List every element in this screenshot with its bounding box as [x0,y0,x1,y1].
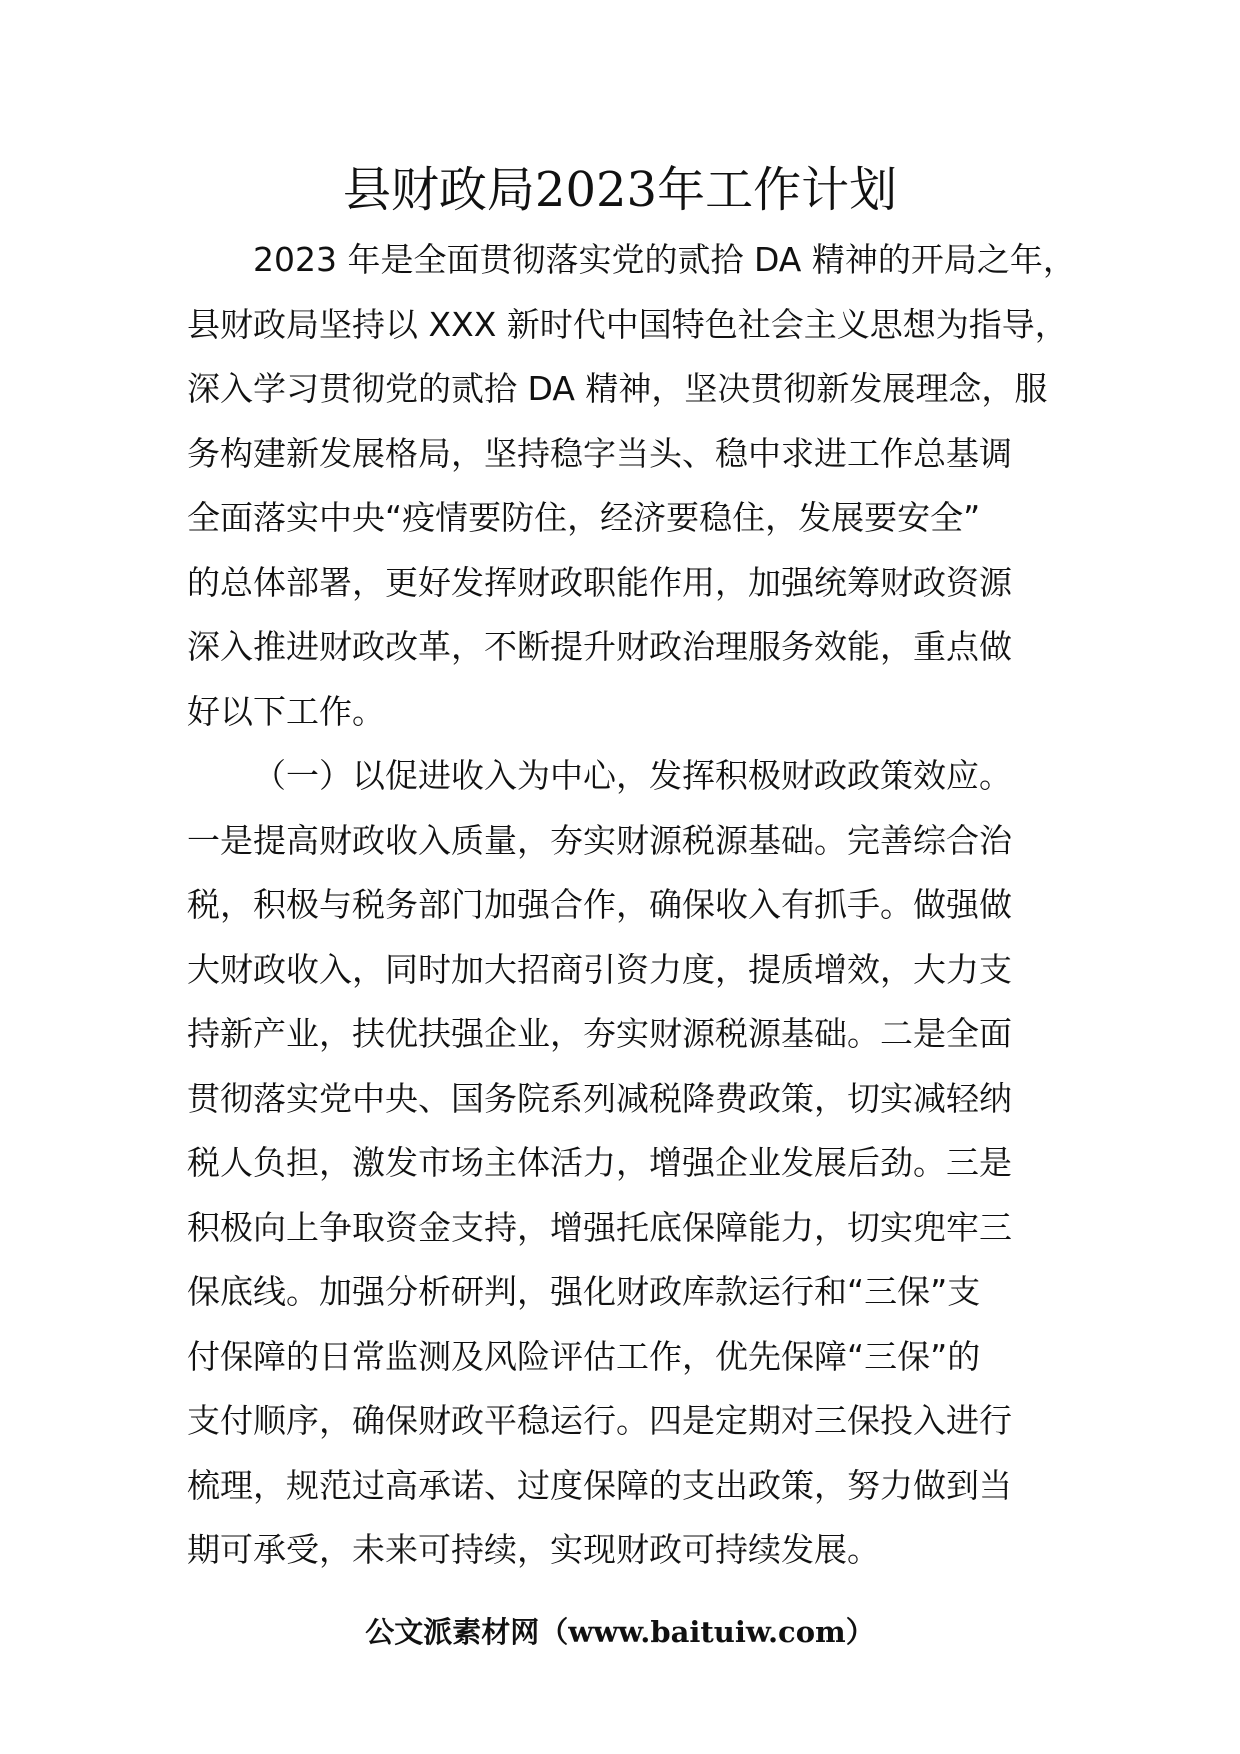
paragraph-line: 的总体部署，更好发挥财政职能作用，加强统筹财政资源 [187,562,1012,602]
paragraph-line: 付保障的日常监测及风险评估工作，优先保障“三保”的 [187,1336,981,1376]
paragraph-line: 一是提高财政收入质量，夯实财源税源基础。完善综合治 [187,820,1012,860]
paragraph-line: 税人负担，激发市场主体活力，增强企业发展后劲。三是 [187,1143,1012,1182]
paragraph-line: 深入学习贯彻党的贰拾 DA 精神，坚决贯彻新发展理念，服 [187,369,1048,408]
section-heading: （一）以促进收入为中心，发挥积极财政政策效应。 [253,756,1012,795]
document-body [187,228,1076,1583]
paragraph-line: 县财政局坚持以 XXX 新时代中国特色社会主义思想为指导， [187,304,1068,344]
paragraph-line: 2023 年是全面贯彻落实党的贰拾 DA 精神的开局之年， [253,240,1076,279]
paragraph-line: 好以下工作。 [187,691,385,731]
paragraph-line: 全面落实中央“疫情要防住，经济要稳住，发展要安全” [187,498,981,537]
paragraph-line: 期可承受，未来可持续，实现财政可持续发展。 [187,1530,880,1569]
paragraph-line: 保底线。加强分析研判，强化财政库款运行和“三保”支 [187,1272,981,1311]
paragraph-line: 持新产业，扶优扶强企业，夯实财源税源基础。二是全面 [187,1014,1012,1053]
paragraph-line: 务构建新发展格局，坚持稳字当头、稳中求进工作总基调 [187,433,1012,473]
paragraph-line: 积极向上争取资金支持，增强托底保障能力，切实兜牢三 [187,1207,1012,1247]
paragraph-line: 贯彻落实党中央、国务院系列减税降费政策，切实减轻纳 [187,1078,1012,1118]
source-footer: 公文派素材网（www.baituiw.com） [365,1615,875,1649]
document-title: 县财政局2023年工作计划 [342,162,898,218]
paragraph-line: 支付顺序，确保财政平稳运行。四是定期对三保投入进行 [187,1401,1012,1440]
paragraph-line: 税，积极与税务部门加强合作，确保收入有抓手。做强做 [187,885,1012,924]
paragraph-line: 大财政收入，同时加大招商引资力度，提质增效，大力支 [187,949,1012,989]
paragraph-line: 深入推进财政改革，不断提升财政治理服务效能，重点做 [187,627,1012,666]
paragraph-line: 梳理，规范过高承诺、过度保障的支出政策，努力做到当 [187,1465,1012,1505]
